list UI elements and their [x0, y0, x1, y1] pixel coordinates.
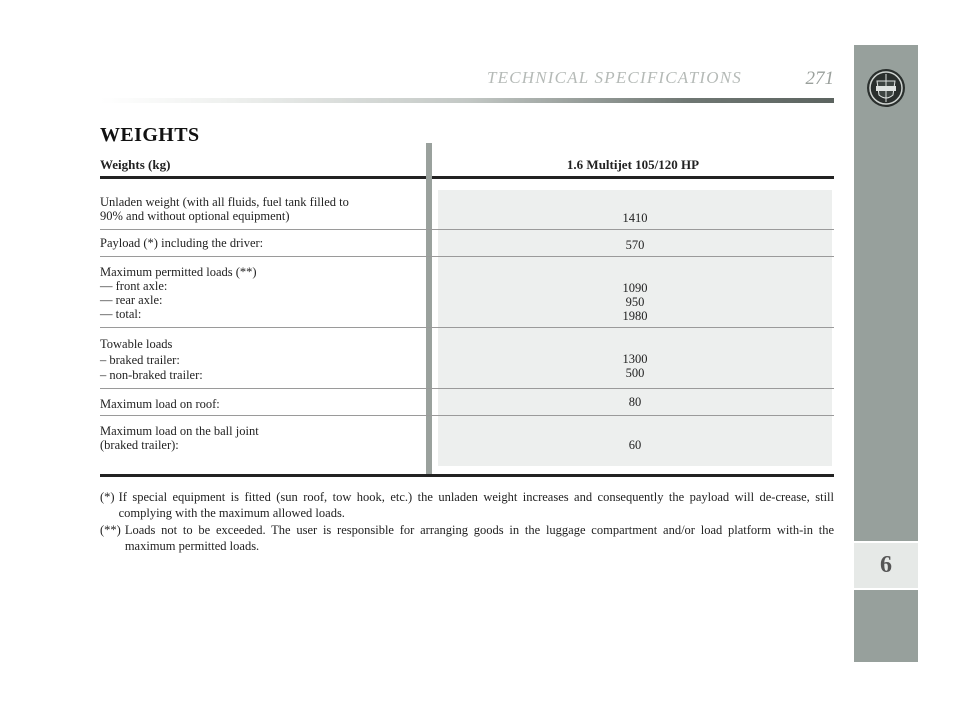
table-row-value: 60 [628, 438, 642, 452]
column-divider [426, 143, 432, 476]
column-header-weights: Weights (kg) [100, 157, 171, 172]
chapter-number: 6 [854, 543, 918, 588]
footnote: (**) Loads not to be exceeded. The user is responsible for arranging goods in the luggage compartment and/or load platform with-in the maximum permitted loads. [100, 523, 834, 553]
values-background [438, 190, 832, 466]
row-divider [100, 415, 834, 416]
chapter-side-tab [854, 45, 918, 662]
table-row-label: Payload (*) including the driver: [100, 236, 264, 250]
table-top-rule [100, 176, 834, 179]
footnotes [100, 489, 834, 555]
column-header-engine: 1.6 Multijet 105/120 HP [566, 157, 700, 172]
row-divider [100, 229, 834, 230]
lancia-shield-icon [866, 68, 906, 108]
table-bottom-rule [100, 474, 834, 477]
table-row-value: 1300 500 [622, 352, 648, 380]
section-title: WEIGHTS [100, 124, 200, 146]
table-row-label: Unladen weight (with all fluids, fuel tank filled to 90% and without optional equipment) [100, 195, 349, 223]
table-row-label: Maximum permitted loads (**) — front axle: — rear axle: — total: [100, 265, 257, 321]
table-row-label: Maximum load on the ball joint (braked trailer): [100, 424, 259, 452]
table-row-label: Maximum load on roof: [100, 397, 220, 411]
row-divider [100, 327, 834, 328]
row-divider [100, 256, 834, 257]
running-header-title: TECHNICAL SPECIFICATIONS [486, 68, 742, 87]
page-number: 271 [805, 68, 834, 89]
table-row-value: 570 [625, 238, 645, 252]
row-divider [100, 388, 834, 389]
footnote: (*) If special equipment is fitted (sun roof, tow hook, etc.) the unladen weight increases and consequently the payload will de-crease, still complying with the maximum allowed loads. [100, 490, 834, 520]
table-row-value: 80 [628, 395, 642, 409]
table-row-label: Towable loads – braked trailer: – non-braked trailer: [100, 337, 203, 382]
table-row-value: 1410 [622, 211, 648, 225]
header-rule [100, 98, 834, 103]
table-row-value: 1090 950 1980 [622, 281, 648, 323]
